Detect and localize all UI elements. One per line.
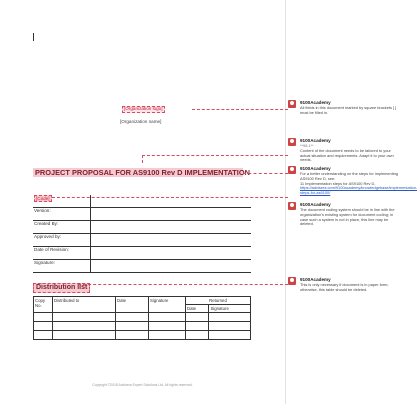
distribution-list-heading[interactable]: Distribution list [33,283,90,293]
table-cell[interactable] [209,313,251,322]
comment-author: 9100Academy [300,100,331,105]
table-header-row [34,297,251,305]
distributed-to-header: Distributed to [53,297,116,313]
table-cell[interactable] [186,313,209,322]
comment-text [300,144,398,163]
date-of-revision-value-cell[interactable] [91,247,252,260]
comment-connector [243,173,288,174]
comment-4[interactable] [288,202,398,230]
comment-author: 9100Academy [300,138,331,143]
table-cell[interactable] [209,331,251,340]
table-cell[interactable] [34,331,53,340]
date-header: Date [116,297,149,313]
date-of-revision-label: Date of Revision: [33,247,91,260]
copy-no-header: Copy No. [34,297,53,313]
comment-1[interactable] [288,100,398,120]
table-row [33,247,251,260]
created-by-value-cell[interactable] [91,221,252,234]
comment-margin-divider [285,0,286,404]
user-avatar-icon [288,138,296,146]
user-avatar-icon [288,166,296,174]
table-cell[interactable] [116,331,149,340]
table-cell[interactable] [149,313,186,322]
approved-by-label: Approved by: [33,234,91,247]
comment-connector [142,155,143,163]
created-by-label: Created By: [33,221,91,234]
table-row [34,331,251,340]
comment-author: 9100Academy [300,277,331,282]
comment-meta-line: **98.1** [300,143,314,148]
comment-text [300,171,417,196]
comment-text: All fields in this document marked by square brackets [ ] must be filled in. [300,105,397,115]
table-cell[interactable] [186,331,209,340]
comment-text: This is only necessary if document is in paper form; otherwise, this table should be deleted. [300,282,389,292]
table-cell[interactable] [209,322,251,331]
signature-label: Signature: [33,260,91,273]
table-cell[interactable] [34,322,53,331]
comment-2[interactable] [288,138,398,162]
text-cursor [33,33,34,41]
organization-logo-placeholder[interactable]: [Organization logo] [124,106,163,111]
comment-body-text: For a better understanding on the steps for implementing AS9100 Rev D, see: [300,171,398,181]
table-row [33,208,251,221]
user-avatar-icon [288,202,296,210]
version-value-cell[interactable] [91,208,252,221]
organization-name-placeholder[interactable]: [Organization name] [120,119,162,124]
table-cell[interactable] [186,322,209,331]
implementation-steps-link[interactable]: https://advisera.com/9100academy/knowledgebase/implementation-steps-for-as9100/ [300,185,417,196]
signature-value-cell[interactable] [91,260,252,273]
comment-body-text: Content of the document needs to be tailored to your actual situation and requirements. Adapt it to your own needs. [300,147,394,163]
table-cell[interactable] [149,331,186,340]
signature-header: Signature [149,297,186,313]
user-avatar-icon [288,277,296,285]
table-cell[interactable] [149,322,186,331]
comment-text: The document coding system should be in line with the organization's existing system for document coding; in case such a system is not in place, this line may be deleted. [300,207,395,227]
returned-date-header: Date [186,305,209,313]
table-cell[interactable] [53,322,116,331]
returned-header: Returned [186,297,251,305]
comment-3[interactable] [288,166,417,200]
document-title[interactable]: PROJECT PROPOSAL FOR AS9100 Rev D IMPLEMENTATION [35,168,250,177]
version-label: Version: [33,208,91,221]
copyright-footer: Copyright ©2018 Advisera Expert Solutions Ltd. All rights reserved. [92,383,193,387]
table-cell[interactable] [53,331,116,340]
comment-connector [52,197,288,198]
comment-body-text: 11 Implementation steps for AS9100 Rev D, [300,180,376,186]
table-cell[interactable] [34,313,53,322]
distribution-table [33,296,251,340]
table-cell[interactable] [116,322,149,331]
table-cell[interactable] [116,313,149,322]
approved-by-value-cell[interactable] [91,234,252,247]
table-row [34,313,251,322]
comment-5[interactable] [288,277,398,297]
table-row [33,234,251,247]
user-avatar-icon [288,100,296,108]
table-row [33,221,251,234]
document-metadata-table [33,195,251,273]
table-row [33,260,251,273]
table-cell[interactable] [53,313,116,322]
code-placeholder: [Code] [36,196,50,201]
comment-connector [142,155,288,156]
returned-signature-header: Signature [209,305,251,313]
table-row [34,322,251,331]
comment-connector [78,284,288,285]
comment-author: 9100Academy [300,166,331,171]
comment-connector [192,109,288,110]
comment-author: 9100Academy [300,202,331,207]
